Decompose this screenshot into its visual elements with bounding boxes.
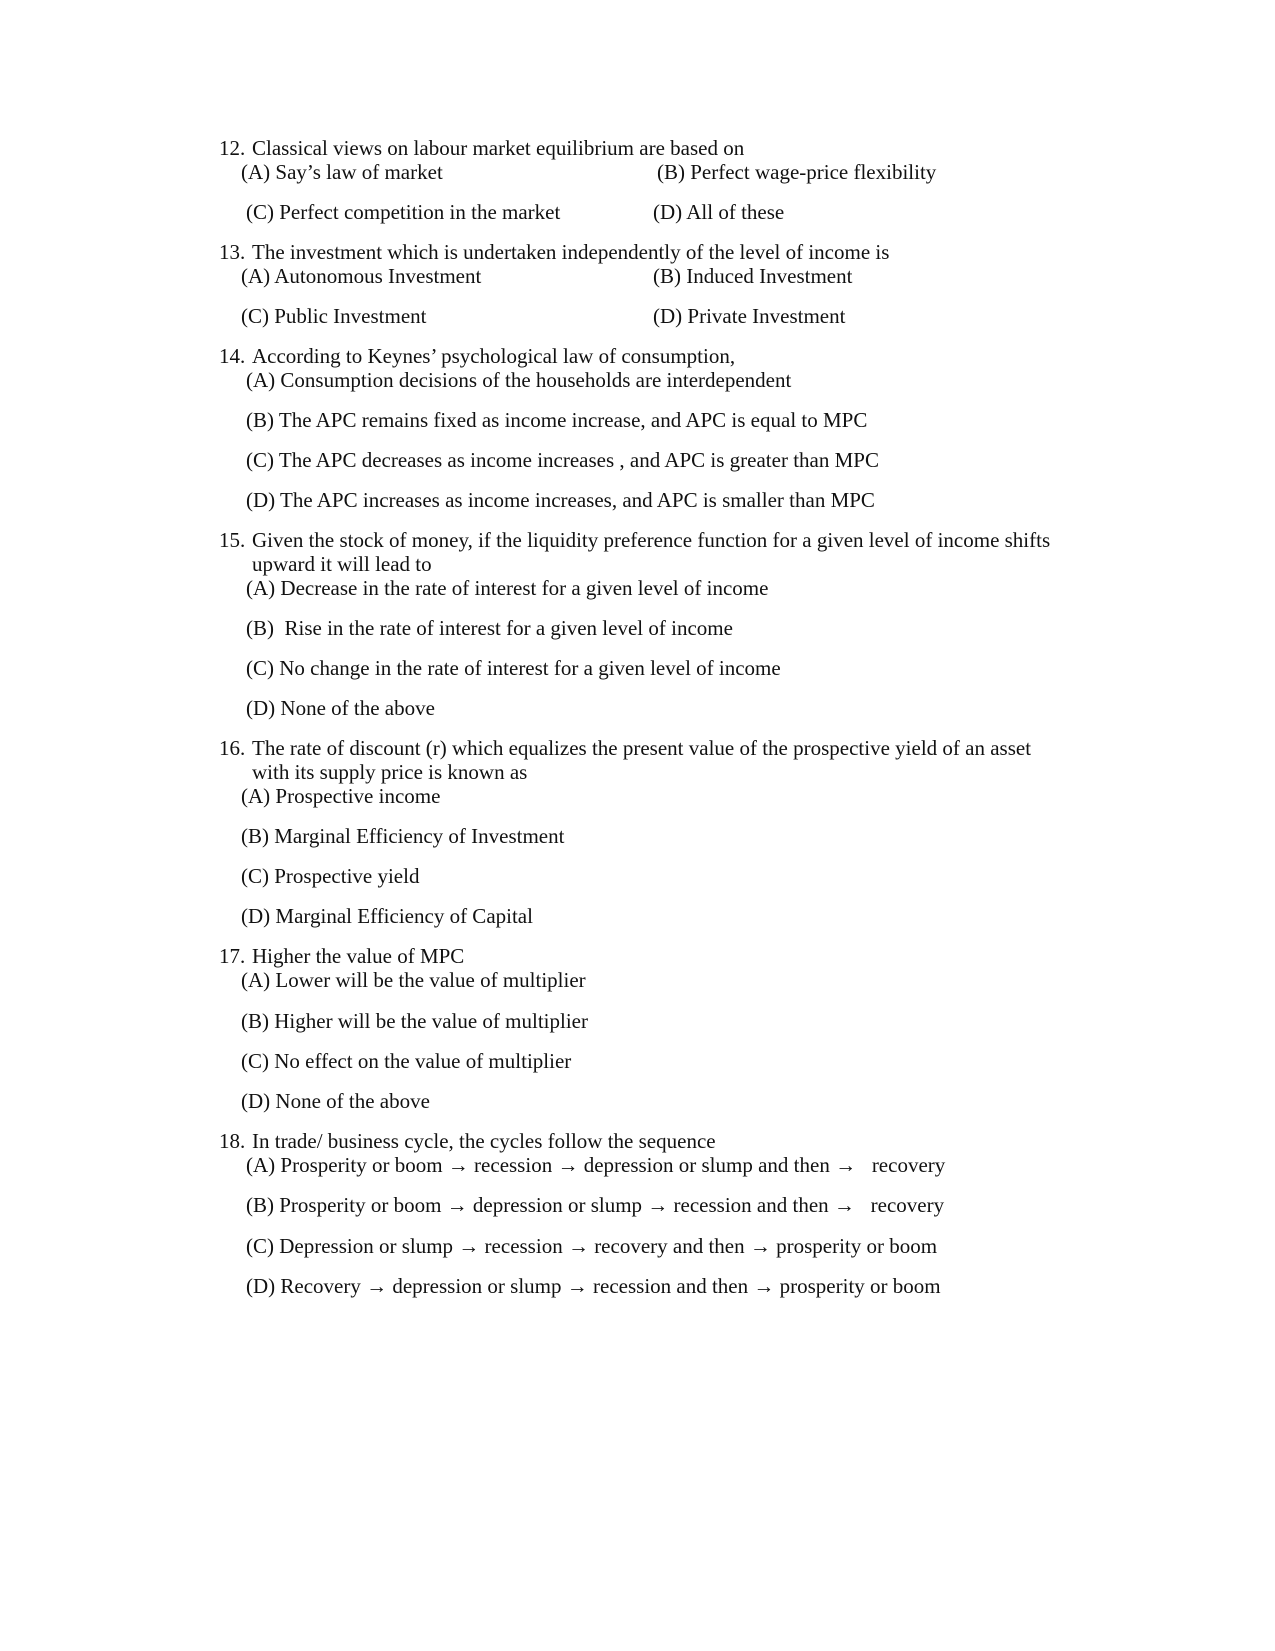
question-13-number: 13. (219, 240, 246, 264)
question-18-number: 18. (219, 1129, 246, 1153)
question-15-option-b: (B) Rise in the rate of interest for a given level of income (246, 616, 733, 640)
question-13-text: The investment which is undertaken independently of the level of income is (252, 240, 890, 264)
question-15-option-d: (D) None of the above (246, 696, 435, 720)
question-14-option-a: (A) Consumption decisions of the households are interdependent (246, 368, 792, 392)
question-18-option-c: (C) Depression or slump → recession → recovery and then → prosperity or boom (246, 1234, 938, 1258)
question-17-option-c: (C) No effect on the value of multiplier (241, 1049, 572, 1073)
question-12-option-d: (D) All of these (653, 200, 785, 224)
question-14-option-b: (B) The APC remains fixed as income increase, and APC is equal to MPC (246, 408, 868, 432)
question-15-text-line-2: upward it will lead to (252, 552, 432, 576)
question-16-option-c: (C) Prospective yield (241, 864, 420, 888)
question-14-option-d: (D) The APC increases as income increases, and APC is smaller than MPC (246, 488, 875, 512)
question-17-number: 17. (219, 944, 246, 968)
question-12-option-a: (A) Say’s law of market (241, 160, 443, 184)
question-12-option-c: (C) Perfect competition in the market (246, 200, 561, 224)
question-16-option-d: (D) Marginal Efficiency of Capital (241, 904, 533, 928)
question-17-option-a: (A) Lower will be the value of multiplier (241, 968, 586, 992)
question-16-option-b: (B) Marginal Efficiency of Investment (241, 824, 565, 848)
question-14-option-c: (C) The APC decreases as income increases , and APC is greater than MPC (246, 448, 879, 472)
question-16-number: 16. (219, 736, 246, 760)
question-12-option-b: (B) Perfect wage-price flexibility (657, 160, 937, 184)
question-16-text-line-2: with its supply price is known as (252, 760, 528, 784)
question-13-option-d: (D) Private Investment (653, 304, 846, 328)
question-18-option-b: (B) Prosperity or boom → depression or slump → recession and then → recovery (246, 1193, 945, 1217)
question-18-option-d: (D) Recovery → depression or slump → recession and then → prosperity or boom (246, 1274, 941, 1298)
question-15-number: 15. (219, 528, 246, 552)
question-18-option-a: (A) Prosperity or boom → recession → depression or slump and then → recovery (246, 1153, 946, 1177)
question-16-text-line-1: The rate of discount (r) which equalizes the present value of the prospective yield of an asset (252, 736, 1032, 760)
question-15-option-a: (A) Decrease in the rate of interest for a given level of income (246, 576, 769, 600)
question-13-option-a: (A) Autonomous Investment (241, 264, 482, 288)
question-17-text: Higher the value of MPC (252, 944, 465, 968)
question-13-option-b: (B) Induced Investment (653, 264, 853, 288)
question-15-option-c: (C) No change in the rate of interest for a given level of income (246, 656, 781, 680)
question-14-number: 14. (219, 344, 246, 368)
question-13-option-c: (C) Public Investment (241, 304, 427, 328)
question-15-text-line-1: Given the stock of money, if the liquidity preference function for a given level of income shifts (252, 528, 1051, 552)
question-12-number: 12. (219, 136, 246, 160)
question-12-text: Classical views on labour market equilibrium are based on (252, 136, 745, 160)
question-16-option-a: (A) Prospective income (241, 784, 441, 808)
question-17-option-d: (D) None of the above (241, 1089, 430, 1113)
question-14-text: According to Keynes’ psychological law of consumption, (252, 344, 736, 368)
question-18-text: In trade/ business cycle, the cycles follow the sequence (252, 1129, 716, 1153)
question-17-option-b: (B) Higher will be the value of multiplier (241, 1009, 588, 1033)
